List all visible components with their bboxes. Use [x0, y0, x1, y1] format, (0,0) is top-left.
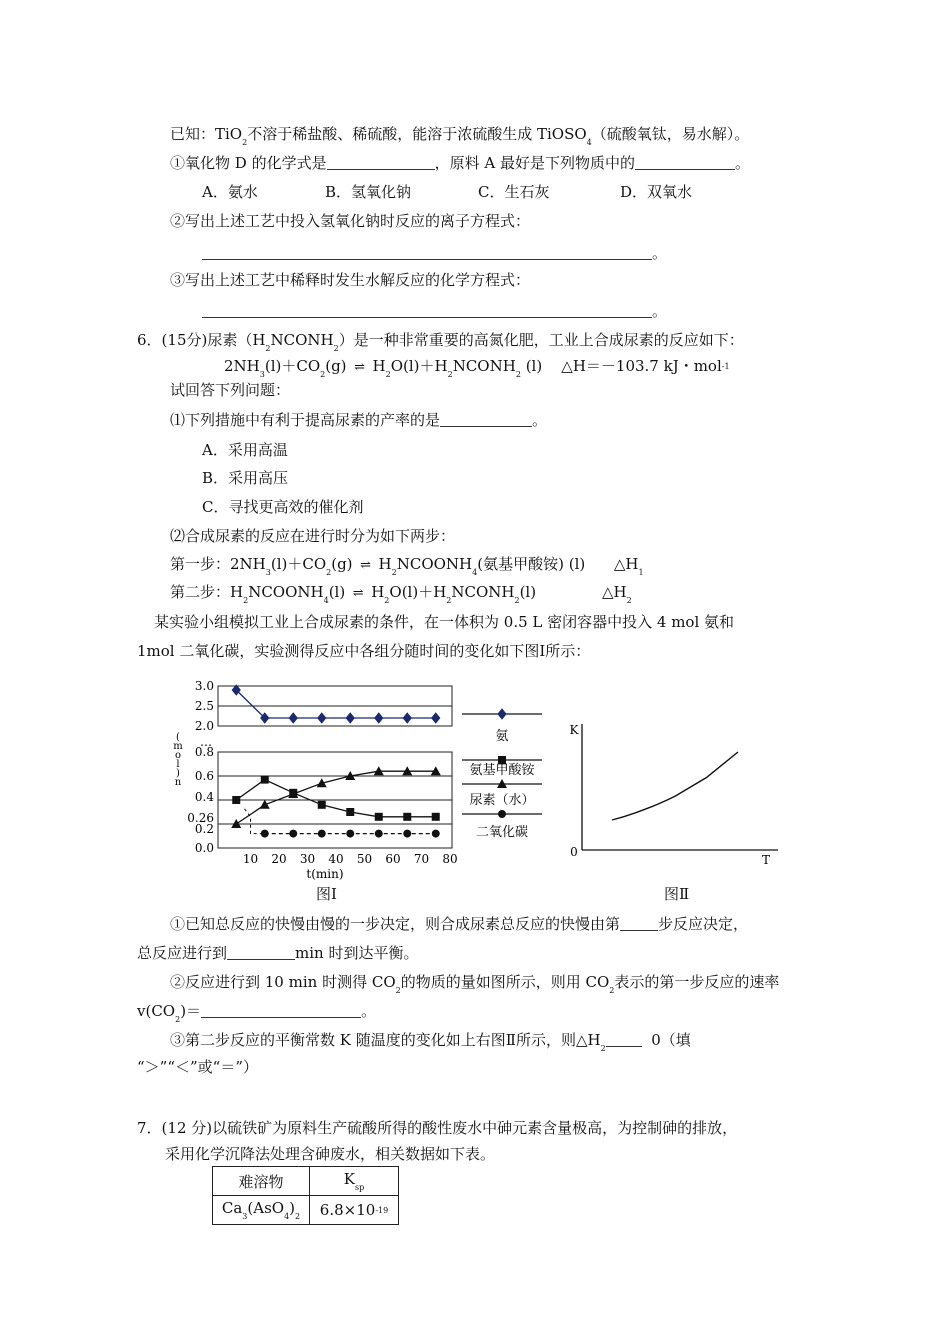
series-circle-point	[346, 830, 354, 838]
q6-sub1-line2: 总反应进行到 min 时到达平衡。	[137, 944, 419, 962]
q5-option-c: C．生石灰	[478, 183, 550, 201]
series-circle-point	[318, 830, 326, 838]
q5-answer-line-2: 。	[202, 243, 667, 263]
y-tick-label: 0.4	[194, 790, 214, 804]
y-tick-label: 0.0	[194, 841, 214, 855]
y-tick-label: 0.2	[194, 822, 214, 836]
y-tick-label: 3.0	[194, 679, 214, 693]
answer-blank-hydrolysis-equation[interactable]	[202, 303, 652, 318]
y-axis-label-char: (	[176, 732, 180, 743]
series-circle-point	[432, 830, 440, 838]
q7-header: 7．(12 分)以硫铁矿为原料生产硫酸所得的酸性废水中砷元素含量极高，为控制砷的排放，	[137, 1119, 738, 1137]
y-tick-label: 0.26	[187, 810, 214, 825]
x-tick-label: 10	[242, 852, 259, 866]
series-circle-point	[289, 830, 297, 838]
q6-option-c: C．寻找更高效的催化剂	[202, 498, 364, 516]
q5-sub3: ③写出上述工艺中稀释时发生水解反应的化学方程式：	[170, 271, 531, 289]
series-diamond-point	[375, 713, 383, 723]
answer-blank-ionic-equation[interactable]	[202, 245, 652, 260]
x-tick-label: 20	[271, 852, 287, 866]
axis-break-mark: …	[200, 735, 212, 749]
equilibrium-arrow-icon: ⇌	[354, 360, 365, 375]
series-diamond-point	[346, 713, 354, 723]
k-vs-temperature-curve	[612, 752, 738, 820]
legend-label: 二氧化碳	[475, 825, 529, 840]
table-header-ksp: $K_{sp}$	[310, 1167, 399, 1196]
y-axis-label-char: )	[176, 768, 180, 779]
x-tick-label: 60	[385, 852, 401, 866]
series-diamond-point	[403, 713, 411, 723]
table-cell-compound: $Ca_3(AsO_4)_2$	[213, 1196, 310, 1225]
known-info: 已知：TiO$_2$不溶于稀盐酸、稀硫酸，能溶于浓硫酸生成 TiOSO$_4$（硫酸氧钛，易水解）。	[170, 125, 750, 147]
experiment-text-1: 某实验小组模拟工业上合成尿素的条件，在一体积为 0.5 L 密闭容器中投入 4 mol 氨和	[154, 613, 735, 631]
series-square-point	[403, 813, 411, 821]
y-tick-label: 2.0	[194, 719, 214, 733]
table-row	[213, 1196, 399, 1225]
table-row	[213, 1167, 399, 1196]
figure-1-caption: 图Ⅰ	[316, 885, 337, 903]
answer-blank-material-a[interactable]	[635, 155, 735, 170]
q6-header: 6．(15分)尿素$(H_2NCONH_2)$是一种非常重要的高氮化肥，工业上合成尿素的反应如下：	[137, 331, 744, 353]
legend-marker	[498, 810, 506, 818]
series-diamond-point	[318, 713, 326, 723]
legend-label: 氨	[495, 729, 509, 744]
q6-sub1-line1: ①已知总反应的快慢由慢的一步决定，则合成尿素总反应的快慢由第 步反应决定，	[170, 915, 749, 933]
step2-enthalpy: $\triangle H_2$	[602, 583, 632, 605]
q6-sub2-line2: $v(CO_2)=$ 。	[137, 1002, 377, 1024]
ksp-table	[212, 1166, 399, 1225]
x-tick-label: 70	[413, 852, 430, 866]
answer-blank-slow-step[interactable]	[620, 916, 658, 931]
legend-marker	[498, 709, 506, 719]
answer-blank-rate[interactable]	[201, 1003, 361, 1018]
series-triangle-point	[260, 800, 270, 809]
overall-equation: $2NH_3(l)+CO_2(g)$ ⇌ $H_2O(l)+H_2NCONH_2$ (l) △H＝－103.7 kJ・mol$^{-1}$	[224, 357, 730, 379]
q5-option-b: B．氢氧化钠	[325, 183, 412, 201]
series-diamond-point	[289, 713, 297, 723]
x-tick-label: 80	[442, 852, 458, 866]
series-circle-point	[261, 830, 269, 838]
experiment-text-2: 1mol 二氧化碳，实验测得反应中各组分随时间的变化如下图Ⅰ所示：	[137, 642, 591, 660]
y-tick-label: 2.5	[194, 699, 214, 713]
table-cell-ksp-value: $6.8\times 10^{-19}$	[310, 1196, 399, 1225]
y-tick-label: 0.8	[194, 745, 214, 759]
answer-blank-equilibrium-time[interactable]	[227, 945, 295, 960]
step1-equation: 第一步：$2NH_3(l)+CO_2(g)$ ⇌ $H_2NCOONH_4$(氨基甲酸铵) (l) $\triangle H_1$	[170, 555, 644, 577]
figure-2-chart	[566, 710, 796, 880]
q7-intro: 采用化学沉降法处理含砷废水，相关数据如下表。	[165, 1145, 496, 1163]
q6-part2: ⑵合成尿素的反应在进行时分为如下两步：	[170, 527, 456, 545]
x-axis-label: t(min)	[306, 867, 344, 881]
q6-option-a: A．采用高温	[202, 441, 288, 459]
q5-sub2: ②写出上述工艺中投入氢氧化钠时反应的离子方程式：	[170, 212, 531, 230]
y-axis-label-char: n	[174, 777, 182, 788]
q5-sub1: ①氧化物 D 的化学式是 ，原料 A 最好是下列物质中的 。	[170, 154, 750, 172]
x-tick-label: 40	[328, 852, 344, 866]
series-circle-point	[403, 830, 411, 838]
equilibrium-arrow-icon: ⇌	[360, 558, 371, 573]
legend-label: 尿素（水）	[469, 793, 535, 808]
y-axis-label-char: o	[174, 750, 182, 761]
q6-sub3-line2: “＞”“＜”或“＝”）	[137, 1058, 259, 1076]
x-tick-label: 30	[299, 852, 316, 866]
origin-label: 0	[570, 845, 578, 859]
series-square-point	[261, 776, 269, 784]
series-circle-drop-line	[245, 809, 265, 834]
q6-part1: ⑴下列措施中有利于提高尿素的产率的是 。	[170, 411, 548, 429]
answer-blank-oxide-d[interactable]	[327, 155, 435, 170]
table-header-compound: 难溶物	[213, 1167, 310, 1196]
answer-blank-yield[interactable]	[440, 412, 532, 427]
x-tick-label: 50	[356, 852, 373, 866]
series-square-point	[318, 801, 326, 809]
y-axis-label: K	[569, 723, 579, 737]
y-axis-label-char: l	[176, 759, 180, 770]
q6-sub3-line1: ③第二步反应的平衡常数 K 随温度的变化如上右图Ⅱ所示，则$\triangle H_2$ 0（填	[170, 1031, 691, 1053]
q5-option-d: D．双氧水	[620, 183, 693, 201]
q6-option-b: B．采用高压	[202, 469, 289, 487]
y-tick-label: 0.6	[194, 769, 214, 783]
series-diamond-line	[236, 690, 436, 718]
series-square-point	[432, 813, 440, 821]
x-axis-label: T	[761, 853, 771, 867]
series-circle-point	[375, 830, 383, 838]
q5-answer-line-3: 。	[202, 301, 667, 321]
series-square-point	[346, 808, 354, 816]
series-square-line	[236, 780, 436, 817]
q6-sub2-line1: ②反应进行到 10 min 时测得 $CO_2$的物质的量如图所示，则用 $CO_2$表示的第一步反应的速率	[170, 973, 780, 995]
series-square-point	[375, 813, 383, 821]
series-square-point	[232, 796, 240, 804]
figure-1-legend	[458, 700, 548, 870]
answer-blank-enthalpy-sign[interactable]	[606, 1032, 642, 1047]
legend-label: 氨基甲酸铵	[469, 763, 535, 778]
figure-2-caption: 图Ⅱ	[664, 885, 690, 903]
series-diamond-point	[432, 713, 440, 723]
q5-option-a: A．氨水	[202, 183, 258, 201]
step2-equation: 第二步：$H_2NCOONH_4(l)$ ⇌ $H_2O(l)+H_2NCONH_2(l)$	[170, 583, 537, 605]
y-axis-label-char: m	[173, 741, 183, 752]
q6-instruction: 试回答下列问题：	[170, 381, 291, 399]
equilibrium-arrow-icon: ⇌	[352, 586, 364, 601]
